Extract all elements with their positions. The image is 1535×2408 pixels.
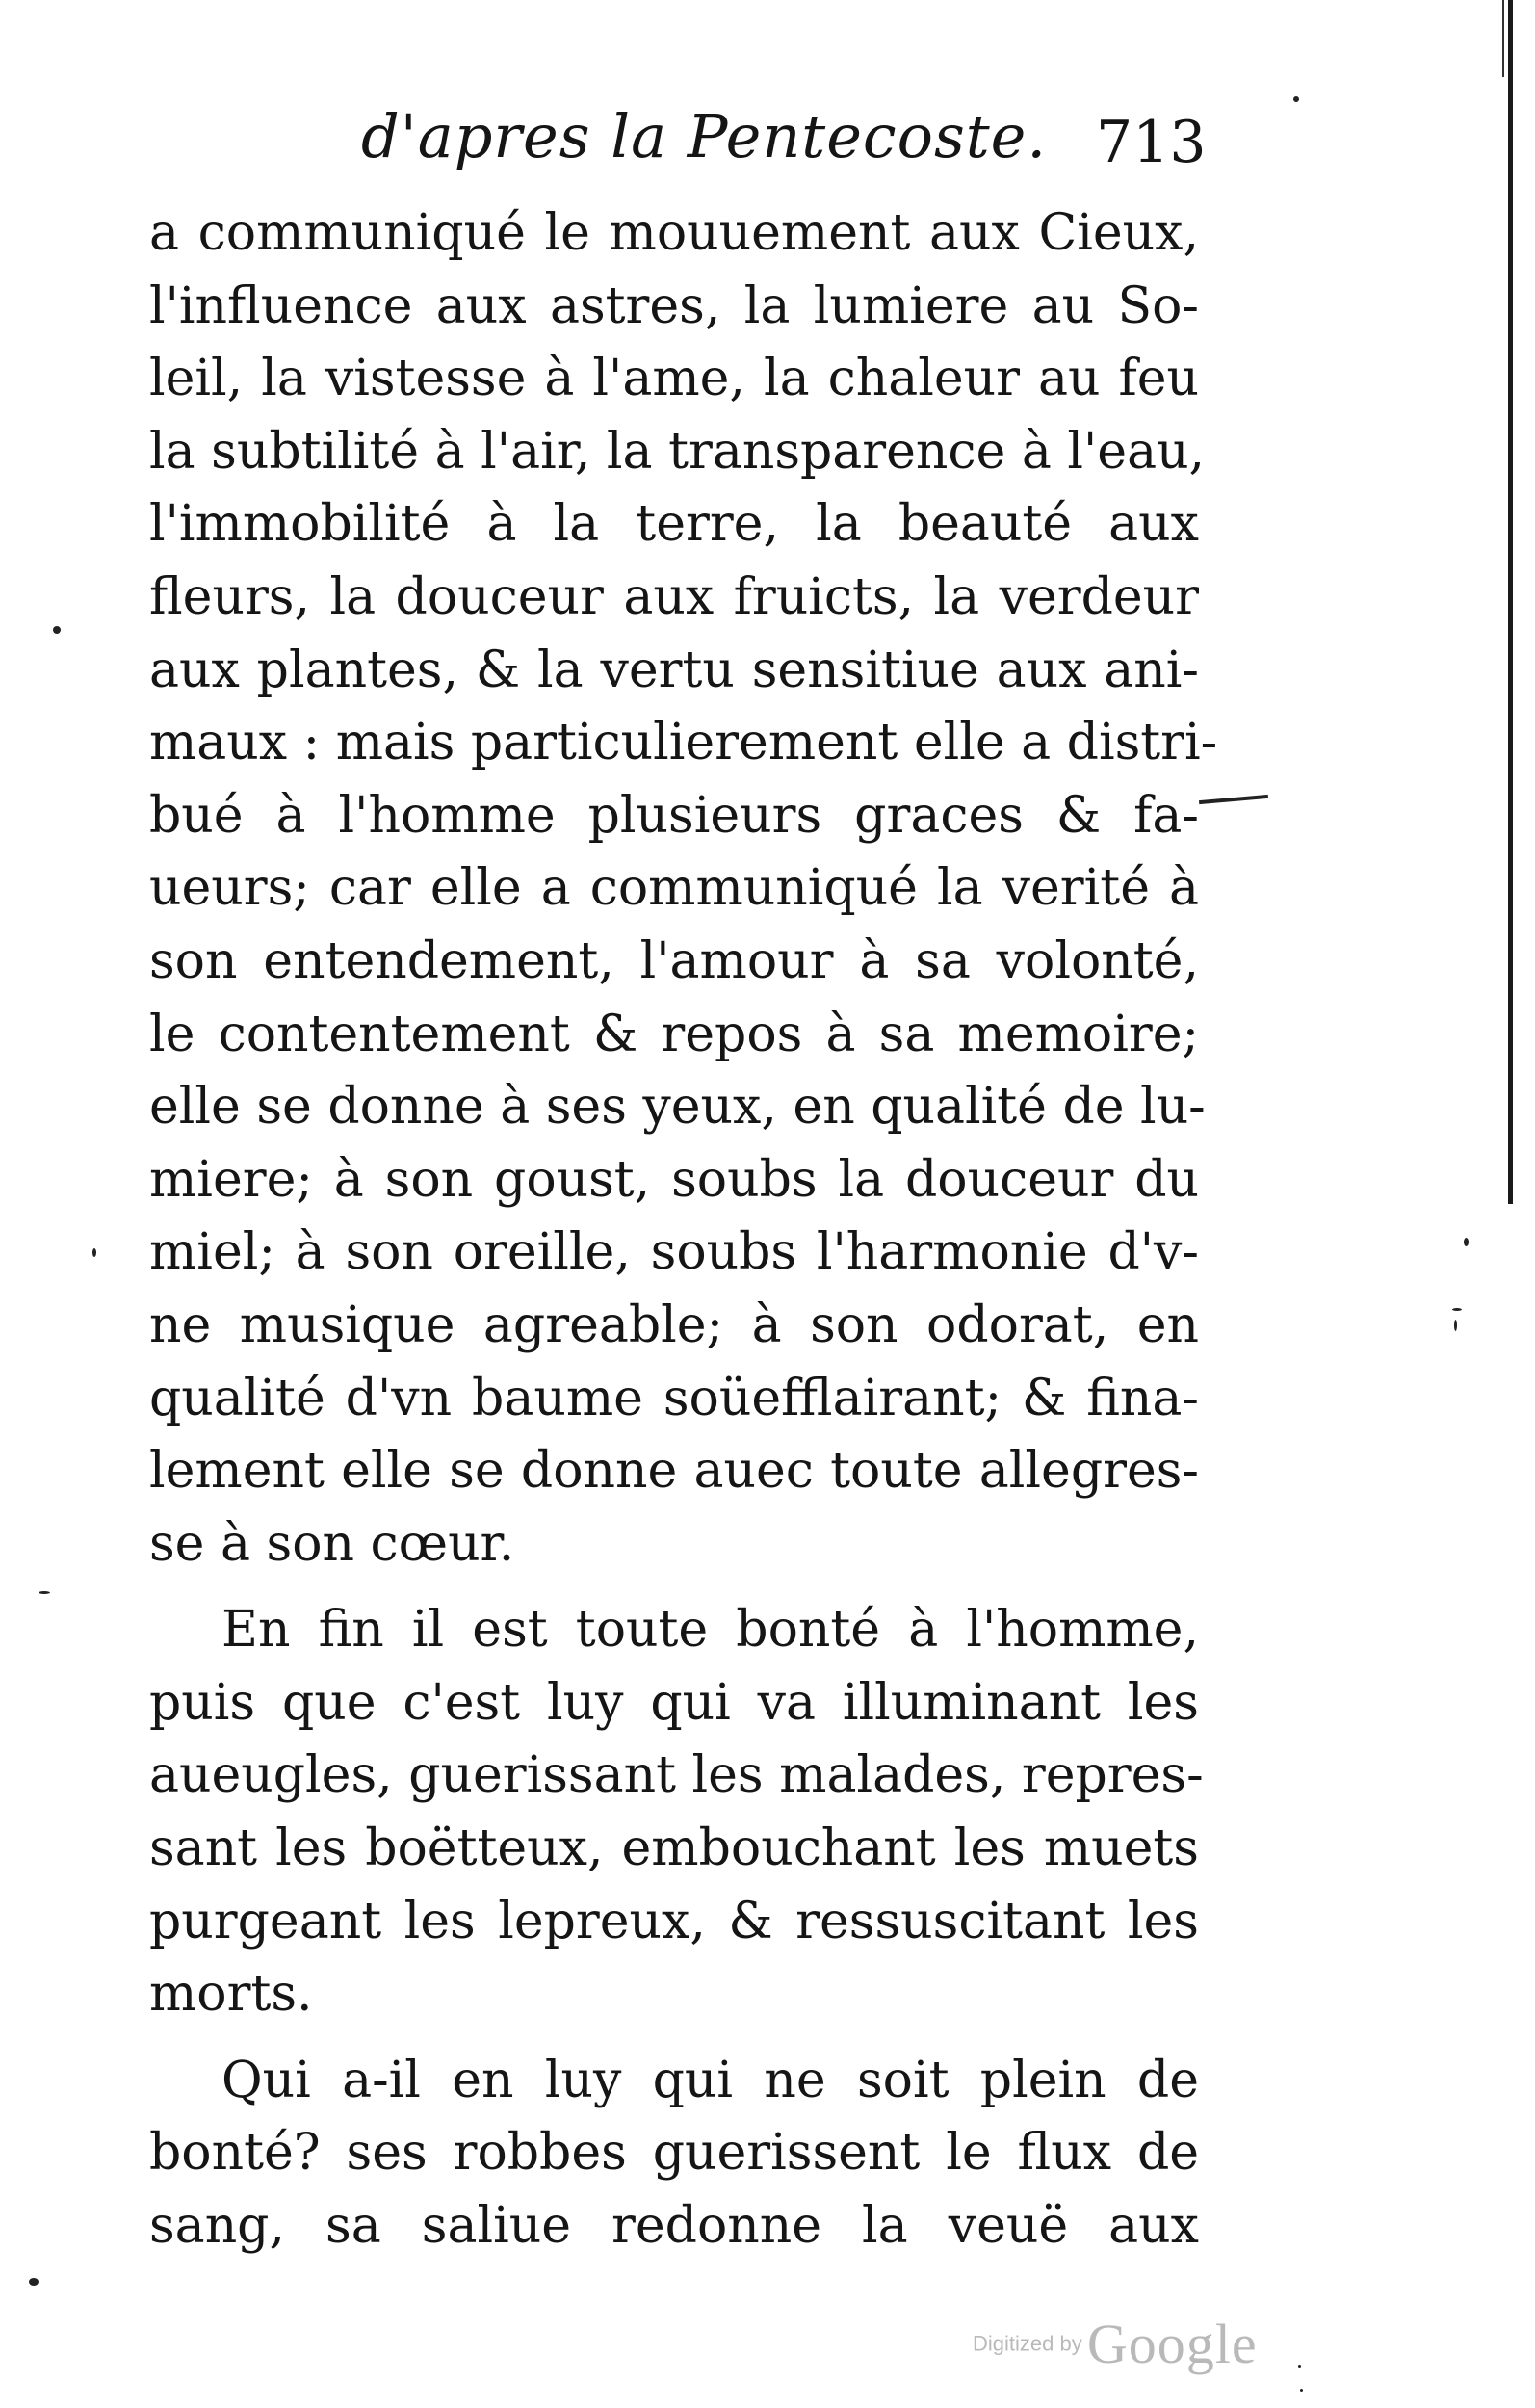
- watermark-prefix: Digitized by: [973, 2331, 1082, 2356]
- text-line: aux plantes, & la vertu sensitiue aux ani-: [149, 641, 1199, 699]
- paragraph-gap: [149, 2031, 1199, 2045]
- text-line: l'immobilité à la terre, la beauté aux: [149, 495, 1199, 554]
- text-line: morts.: [149, 1965, 313, 2024]
- text-line: puis que c'est luy qui va illuminant les: [149, 1673, 1199, 1732]
- text-line: miel; à son oreille, soubs l'harmonie d'v-: [149, 1223, 1199, 1282]
- digitized-watermark: [973, 2312, 1258, 2376]
- text-line: la subtilité à l'air, la transparence à l'eau,: [149, 422, 1206, 481]
- text-line: ne musique agreable; à son odorat, en: [149, 1296, 1199, 1354]
- ink-speck: [1300, 2389, 1303, 2392]
- text-line: bonté? ses robbes guerissent le flux de: [149, 2124, 1199, 2183]
- ink-speck: [39, 1591, 50, 1594]
- ink-speck: [1454, 1320, 1457, 1331]
- text-line: Qui a-il en luy qui ne soit plein de: [221, 2051, 1199, 2109]
- text-block: [149, 197, 1218, 2264]
- ink-speck: [1298, 2365, 1301, 2368]
- text-line: purgeant les lepreux, & ressuscitant les: [149, 1892, 1199, 1950]
- google-logo: Google: [1086, 2313, 1258, 2375]
- text-line: lement elle se donne auec toute allegres-: [149, 1442, 1199, 1501]
- text-line: le contentement & repos à sa memoire;: [149, 1005, 1199, 1063]
- text-line: leil, la vistesse à l'ame, la chaleur au feu: [149, 350, 1199, 408]
- text-line: miere; à son goust, soubs la douceur du: [149, 1150, 1199, 1209]
- text-line: bué à l'homme plusieurs graces & fa-: [149, 786, 1199, 845]
- text-line: elle se donne à ses yeux, en qualité de lu-: [149, 1078, 1206, 1137]
- text-line: fleurs, la douceur aux fruicts, la verdeur: [149, 567, 1199, 626]
- ink-speck: [1293, 96, 1299, 102]
- text-line: son entendement, l'amour à sa volonté,: [149, 931, 1199, 990]
- ink-speck: [92, 1248, 96, 1257]
- running-head: d'apres la Pentecoste.: [361, 101, 1048, 171]
- page-number: 713: [1096, 109, 1207, 176]
- text-line: aueugles, guerissant les malades, repres-: [149, 1746, 1204, 1805]
- text-line: maux : mais particulierement elle a distri-: [149, 714, 1218, 772]
- ink-speck: [29, 2278, 39, 2286]
- text-line: sang, sa saliue redonne la veuë aux: [149, 2197, 1199, 2256]
- text-line: qualité d'vn baume soüefflairant; & fina-: [149, 1369, 1199, 1427]
- paragraph-gap: [149, 1581, 1199, 1594]
- text-line: se à son cœur.: [149, 1514, 515, 1573]
- text-line: En fin il est toute bonté à l'homme,: [221, 1601, 1199, 1660]
- ink-speck: [1464, 1238, 1469, 1246]
- page-edge-line-secondary: [1502, 0, 1504, 77]
- margin-mark: [1199, 795, 1268, 804]
- text-line: l'influence aux astres, la lumiere au So-: [149, 276, 1199, 335]
- ink-speck: [1452, 1308, 1462, 1311]
- text-line: ueurs; car elle a communiqué la verité à: [149, 859, 1199, 918]
- text-line: a communiqué le mouuement aux Cieux,: [149, 204, 1199, 262]
- text-line: sant les boëtteux, embouchant les muets: [149, 1819, 1199, 1878]
- page-edge-line: [1508, 0, 1513, 1204]
- ink-speck: [53, 626, 61, 634]
